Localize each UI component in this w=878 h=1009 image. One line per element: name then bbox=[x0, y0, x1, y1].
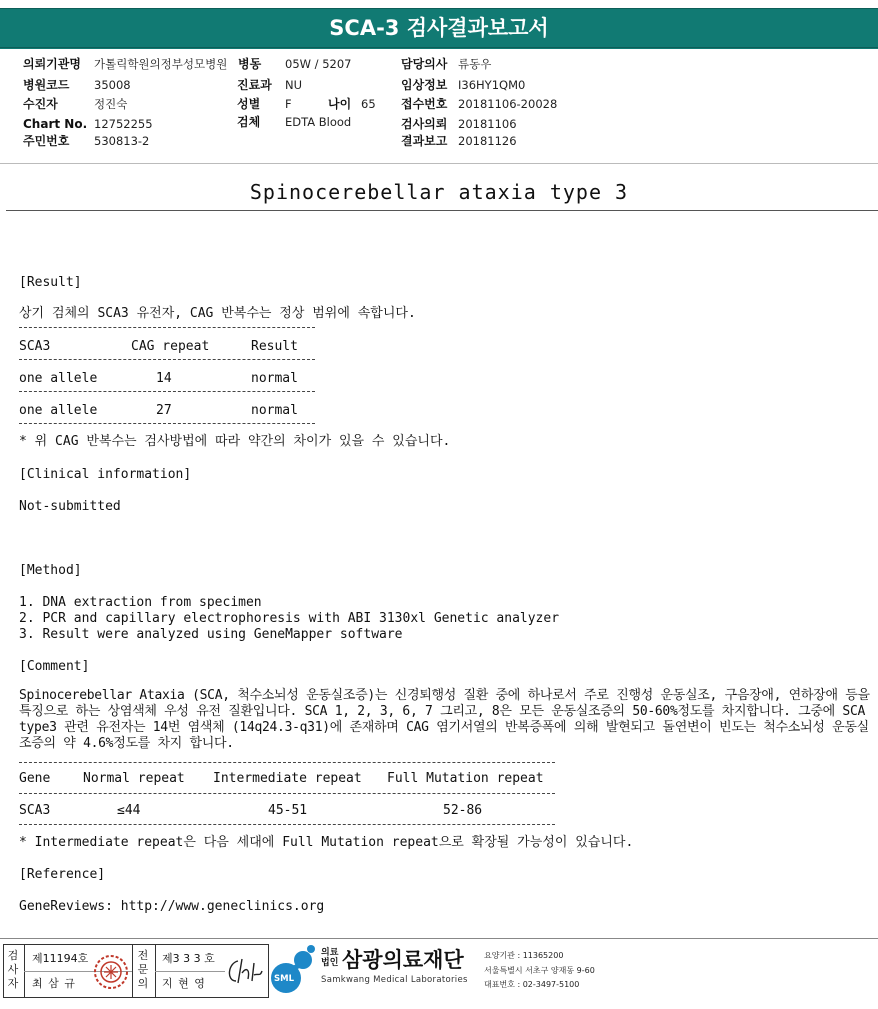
document-title: Spinocerebellar ataxia type 3 bbox=[249, 180, 629, 204]
table-divider bbox=[19, 423, 315, 424]
report-title-bar bbox=[0, 8, 878, 48]
result-summary: 상기 검체의 SCA3 유전자, CAG 반복수는 정상 범위에 속합니다. bbox=[19, 306, 416, 321]
inspector-name: 최 삼 규 bbox=[32, 977, 76, 990]
rrn-value: 530813-2 bbox=[94, 134, 150, 148]
box-row-divider bbox=[155, 971, 225, 972]
org-phone: 대표번호 : 02-3497-5100 bbox=[484, 980, 580, 989]
specialist-label-char: 전 bbox=[137, 949, 149, 962]
clinical-heading: [Clinical information] bbox=[19, 467, 192, 482]
dept-value: NU bbox=[285, 78, 303, 92]
chart-value: 12752255 bbox=[94, 117, 153, 131]
sex-value: F bbox=[285, 97, 292, 111]
age-label: 나이 bbox=[328, 97, 352, 111]
title-divider bbox=[6, 210, 878, 211]
table-divider bbox=[19, 824, 555, 825]
signature-icon bbox=[224, 955, 264, 989]
comment-heading: [Comment] bbox=[19, 659, 90, 674]
code-value: 35008 bbox=[94, 78, 131, 92]
result-row-2-repeat: 27 bbox=[156, 403, 172, 418]
org-name: 삼광의료재단 bbox=[342, 948, 464, 972]
comment-col-full: Full Mutation repeat bbox=[387, 771, 544, 786]
report-title: SCA-3 검사결과보고서 bbox=[329, 16, 549, 40]
inspector-seal-icon bbox=[92, 953, 130, 991]
receipt-value: 20181106-20028 bbox=[458, 97, 558, 111]
dept-label: 진료과 bbox=[237, 78, 272, 92]
org-name-en: Samkwang Medical Laboratories bbox=[321, 975, 468, 985]
inspector-label bbox=[5, 949, 21, 991]
reference-text: GeneReviews: http://www.geneclinics.org bbox=[19, 899, 325, 914]
specialist-label-char: 문 bbox=[137, 963, 149, 976]
comment-col-intermediate: Intermediate repeat bbox=[213, 771, 362, 786]
table-divider bbox=[19, 327, 315, 328]
rrn-label: 주민번호 bbox=[23, 134, 70, 148]
org-prefix bbox=[321, 948, 338, 968]
ward-value: 05W / 5207 bbox=[285, 57, 352, 71]
inspector-number: 제11194호 bbox=[32, 952, 89, 965]
org-code: 요양기관 : 11365200 bbox=[484, 951, 564, 960]
doctor-label: 담당의사 bbox=[401, 57, 448, 71]
receipt-label: 접수번호 bbox=[401, 97, 448, 111]
result-row-2-result: normal bbox=[251, 403, 298, 418]
result-col-gene: SCA3 bbox=[19, 339, 51, 354]
clinical-label: 임상정보 bbox=[401, 78, 448, 92]
method-step-1: 1. DNA extraction from specimen bbox=[19, 595, 262, 610]
hospital-value: 가톨릭학원의정부성모병원 bbox=[94, 57, 228, 71]
signature-box bbox=[3, 944, 269, 998]
org-address: 서울특별시 서초구 양재동 9-60 bbox=[484, 966, 595, 975]
method-step-2: 2. PCR and capillary electrophoresis with ABI 3130xl Genetic analyzer bbox=[19, 611, 560, 626]
code-label: 병원코드 bbox=[23, 78, 70, 92]
doctor-value: 류동우 bbox=[458, 57, 492, 71]
request-value: 20181106 bbox=[458, 117, 517, 131]
result-col-result: Result bbox=[251, 339, 298, 354]
comment-col-gene: Gene bbox=[19, 771, 51, 786]
result-col-cag: CAG repeat bbox=[131, 339, 210, 354]
comment-row-normal: ≤44 bbox=[117, 803, 141, 818]
chart-label: Chart No. bbox=[23, 117, 88, 131]
specialist-name: 지 현 영 bbox=[162, 977, 206, 990]
comment-note: * Intermediate repeat은 다음 세대에 Full Mutation repeat으로 확장될 가능성이 있습니다. bbox=[19, 835, 634, 850]
ward-label: 병동 bbox=[238, 57, 262, 71]
header-divider bbox=[0, 163, 878, 164]
sml-logo-icon bbox=[270, 945, 318, 995]
table-divider bbox=[19, 793, 555, 794]
org-prefix-line: 법인 bbox=[321, 958, 339, 968]
table-divider bbox=[19, 762, 555, 763]
specialist-label-char: 의 bbox=[137, 977, 149, 990]
name-value: 정진숙 bbox=[94, 97, 128, 111]
report-value: 20181126 bbox=[458, 134, 517, 148]
comment-row-intermediate: 45-51 bbox=[268, 803, 308, 818]
table-divider bbox=[19, 359, 315, 360]
comment-col-normal: Normal repeat bbox=[83, 771, 185, 786]
box-divider bbox=[132, 945, 133, 997]
specialist-label bbox=[135, 949, 151, 991]
hospital-label: 의뢰기관명 bbox=[23, 57, 81, 71]
result-row-1-result: normal bbox=[251, 371, 298, 386]
title-underline bbox=[0, 48, 878, 49]
result-note: * 위 CAG 반복수는 검사방법에 따라 약간의 차이가 있을 수 있습니다. bbox=[19, 434, 451, 449]
result-heading: [Result] bbox=[19, 275, 82, 290]
reference-heading: [Reference] bbox=[19, 867, 106, 882]
specialist-number: 제3 3 3 호 bbox=[162, 952, 215, 965]
inspector-label-char: 검 bbox=[7, 949, 19, 962]
clinical-value: I36HY1QM0 bbox=[458, 78, 526, 92]
request-label: 검사의뢰 bbox=[401, 117, 448, 131]
sml-logo-text: SML bbox=[274, 974, 294, 984]
comment-row-gene: SCA3 bbox=[19, 803, 51, 818]
inspector-label-char: 사 bbox=[7, 963, 19, 976]
result-row-2-allele: one allele bbox=[19, 403, 98, 418]
name-label: 수진자 bbox=[23, 97, 58, 111]
report-label: 결과보고 bbox=[401, 134, 448, 148]
age-value: 65 bbox=[361, 97, 376, 111]
table-divider bbox=[19, 391, 315, 392]
comment-text: Spinocerebellar Ataxia (SCA, 척수소뇌성 운동실조증)는 신경퇴행성 질환 중에 하나로서 주로 진행성 운동실조, 구음장애, 연하장애 등을 특징으로 하는 상염색체 우성 유전 질환입니다. SCA 1, 2, 3, 6, 7 그리고, 8은 모든 운동실조증의 50-60%정도를 차지합니다. 그중에 SCA type3 관련 유전자는 14번 염색체 (14q24.3-q31)에 존재하며 CAG 염기서열의 반복증폭에 의해 발현되고 돌연변이 빈도는 척수소뇌성 운동실조증의 약 4.6%정도를 차지 합니다. bbox=[19, 688, 870, 751]
method-heading: [Method] bbox=[19, 563, 82, 578]
clinical-text: Not-submitted bbox=[19, 499, 121, 514]
specimen-value: EDTA Blood bbox=[285, 115, 352, 129]
comment-row-full: 52-86 bbox=[443, 803, 483, 818]
org-prefix-line: 의료 bbox=[321, 948, 339, 958]
inspector-label-char: 자 bbox=[7, 977, 19, 990]
sex-label: 성별 bbox=[237, 97, 261, 111]
footer-divider bbox=[0, 938, 878, 939]
result-row-1-allele: one allele bbox=[19, 371, 98, 386]
result-row-1-repeat: 14 bbox=[156, 371, 172, 386]
method-step-3: 3. Result were analyzed using GeneMapper software bbox=[19, 627, 403, 642]
specimen-label: 검체 bbox=[237, 115, 261, 129]
